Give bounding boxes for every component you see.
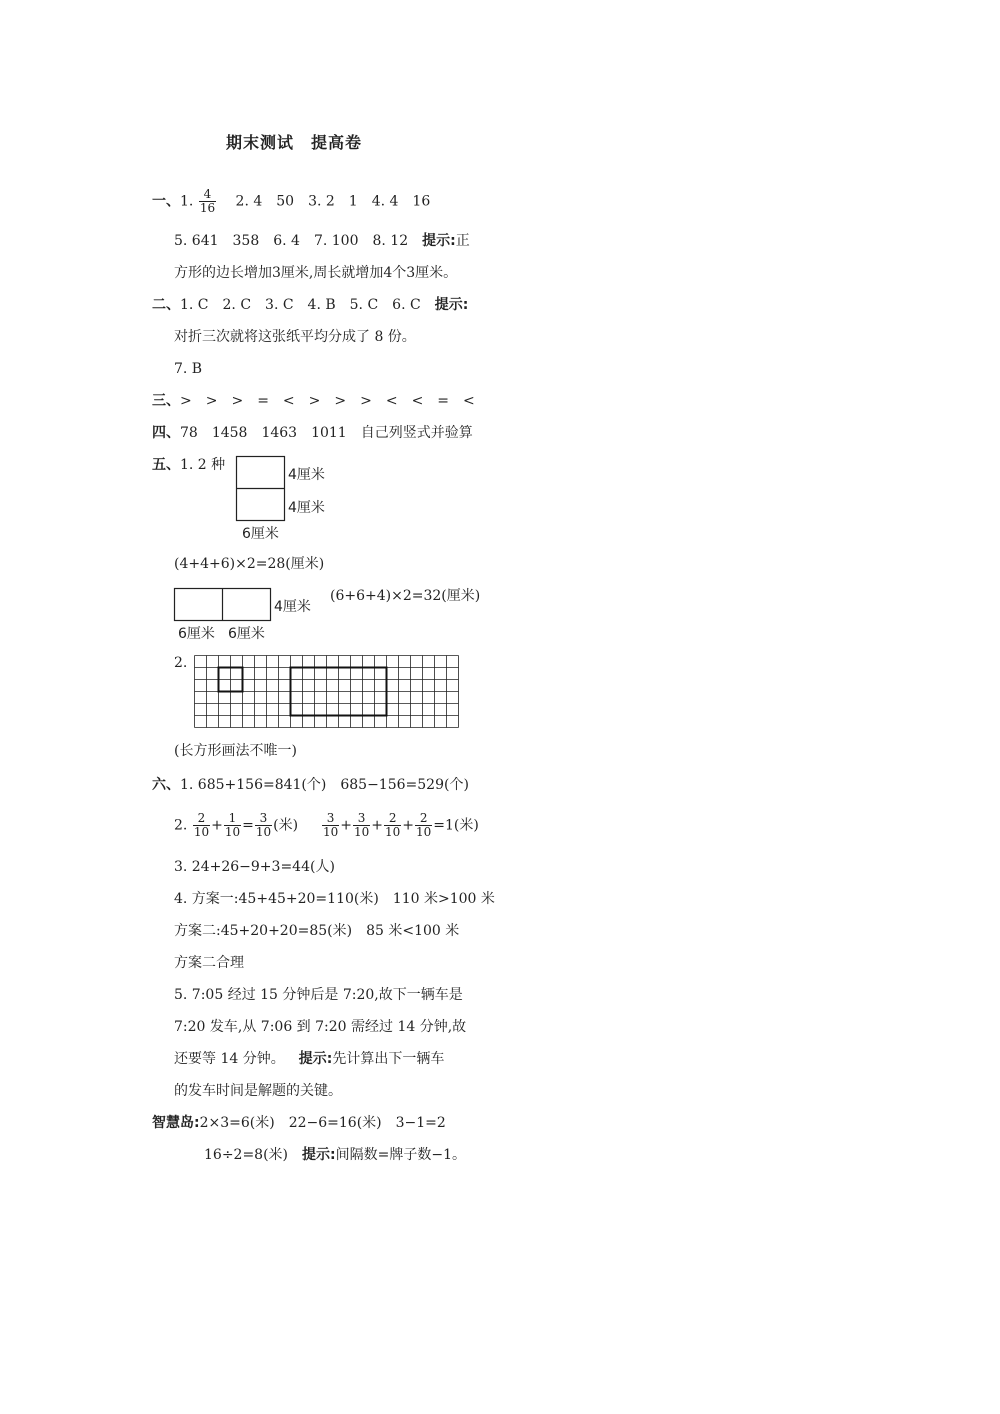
- section-2-line-1: [152, 296, 468, 314]
- hint-label: 提示:: [434, 297, 469, 313]
- figure-side-by-side-rectangles: [174, 588, 274, 622]
- section-4-label: 四、: [152, 425, 180, 441]
- section-1-line-1: [152, 188, 430, 215]
- figure-2-label-bottom-left: 6厘米: [178, 626, 215, 642]
- fraction-1-10: [224, 812, 241, 839]
- section-5-q2: 2.: [174, 655, 188, 671]
- section-6-line-5c: [174, 1050, 444, 1068]
- hint-label: 提示:: [302, 1147, 336, 1163]
- section-6-line-4c: 方案二合理: [174, 955, 244, 971]
- fraction-denominator: 10: [385, 825, 401, 839]
- section-4-answers: 78 1458 1463 1011 自己列竖式并验算: [180, 425, 473, 441]
- page-title: 期末测试 提高卷: [226, 133, 363, 152]
- bonus-line-1: [152, 1114, 446, 1132]
- fraction-numerator: 3: [322, 812, 339, 826]
- section-6-line-1: [152, 776, 469, 794]
- fraction-numerator: 1: [224, 812, 241, 826]
- section-2-line-3: 7. B: [174, 361, 203, 377]
- section-6-line-5b: 7:20 发车,从 7:06 到 7:20 需经过 14 分钟,故: [174, 1019, 467, 1035]
- section-6-line-4a: 4. 方案一:45+45+20=110(米) 110 米>100 米: [174, 891, 495, 907]
- fraction-denominator: 10: [193, 825, 210, 839]
- fraction-denominator: 10: [255, 825, 272, 839]
- fraction-3-10-a: [322, 812, 339, 839]
- bonus-label: 智慧岛:: [152, 1115, 200, 1131]
- section-1-label: 一、: [152, 193, 180, 210]
- q1-number: 1.: [180, 193, 194, 210]
- section-4-line-1: [152, 424, 473, 442]
- fraction-numerator: 2: [384, 812, 401, 826]
- section-1-line-3: 方形的边长增加3厘米,周长就增加4个3厘米。: [174, 265, 458, 281]
- hint-label: 提示:: [298, 1051, 333, 1067]
- section-2-label: 二、: [152, 297, 180, 313]
- section-5-line-1: [152, 456, 225, 474]
- figure-2-label-bottom-right: 6厘米: [228, 626, 265, 642]
- fraction-denominator: 10: [224, 825, 241, 839]
- section-6-q2-result: =1(米): [433, 817, 479, 834]
- fraction-denominator: 10: [416, 825, 432, 839]
- hint-label: 提示:: [422, 233, 456, 249]
- bonus-answers: 2×3=6(米) 22−6=16(米) 3−1=2: [199, 1115, 446, 1131]
- section-2-answers: 1. C 2. C 3. C 4. B 5. C 6. C: [180, 297, 421, 313]
- fraction-denominator: 10: [353, 825, 370, 839]
- fraction-2-10: [193, 812, 210, 839]
- section-6-q2-number: 2.: [174, 817, 188, 834]
- unit-meter: (米): [273, 817, 299, 834]
- fraction-numerator: 3: [353, 812, 370, 826]
- section-3-answers: > > > = < > > > < < = <: [180, 393, 475, 409]
- section-6-line-5c-end: 先计算出下一辆车: [332, 1051, 445, 1067]
- section-2-line-2: 对折三次就将这张纸平均分成了 8 份。: [174, 329, 416, 345]
- section-6-line-5c-start: 还要等 14 分钟。: [174, 1051, 285, 1067]
- fraction-numerator: 2: [415, 812, 432, 826]
- section-6-line-3: 3. 24+26−9+3=44(人): [174, 859, 335, 875]
- figure-1-label-bottom: 6厘米: [242, 526, 279, 542]
- section-1-answers-5-8: 5. 641 358 6. 4 7. 100 8. 12: [174, 233, 409, 249]
- section-6-line-5a: 5. 7:05 经过 15 分钟后是 7:20,故下一辆车是: [174, 987, 463, 1003]
- fraction-denominator: 16: [199, 201, 216, 215]
- section-3-label: 三、: [152, 393, 180, 409]
- section-6-line-5d: 的发车时间是解题的关键。: [174, 1083, 342, 1099]
- bonus-line-2: [204, 1146, 466, 1164]
- section-5-calc-1: (4+4+6)×2=28(厘米): [174, 556, 325, 572]
- fraction-numerator: 2: [193, 812, 210, 826]
- section-1-line-2: [174, 232, 470, 250]
- section-5-note: (长方形画法不唯一): [174, 743, 297, 759]
- fraction-numerator: 3: [255, 812, 272, 826]
- section-3-line-1: [152, 392, 475, 410]
- section-1-answers-2-4: 2. 4 50 3. 2 1 4. 4 16: [235, 193, 431, 210]
- section-6-line-2: 2. $\frac{2}{10}$ + $\frac{1}{10}$ = $\frac{3}{10}$ (米) $\frac{3}{10}$ + $\frac{3}{10}$ + $\frac{2}{10}$ + $\frac{2}{10}$ =1(米): [174, 811, 479, 839]
- section-5-calc-2: (6+6+4)×2=32(厘米): [330, 588, 481, 604]
- fraction-numerator: 4: [199, 188, 216, 202]
- section-5-q1: 1. 2 种: [180, 457, 226, 473]
- figure-stacked-rectangles: [236, 456, 288, 522]
- section-6-label: 六、: [152, 777, 180, 793]
- figure-1-label-middle: 4厘米: [288, 500, 325, 516]
- section-6-line-4b: 方案二:45+20+20=85(米) 85 米<100 米: [174, 923, 460, 939]
- fraction-3-10: [255, 812, 272, 839]
- bonus-hint-text: 间隔数=牌子数−1。: [335, 1147, 466, 1163]
- hint-text-start: 正: [455, 233, 470, 249]
- figure-1-label-top: 4厘米: [288, 467, 325, 483]
- section-6-q1: 1. 685+156=841(个) 685−156=529(个): [180, 777, 469, 793]
- square-grid-figure: [194, 655, 460, 729]
- section-5-label: 五、: [152, 457, 180, 473]
- bonus-calc: 16÷2=8(米): [204, 1147, 289, 1163]
- fraction-denominator: 10: [322, 825, 339, 839]
- fraction-4-16: [199, 188, 216, 215]
- fraction-2-10-b: [415, 812, 432, 839]
- fraction-2-10-a: [384, 812, 401, 839]
- fraction-3-10-b: [353, 812, 370, 839]
- figure-2-label-right: 4厘米: [274, 599, 311, 615]
